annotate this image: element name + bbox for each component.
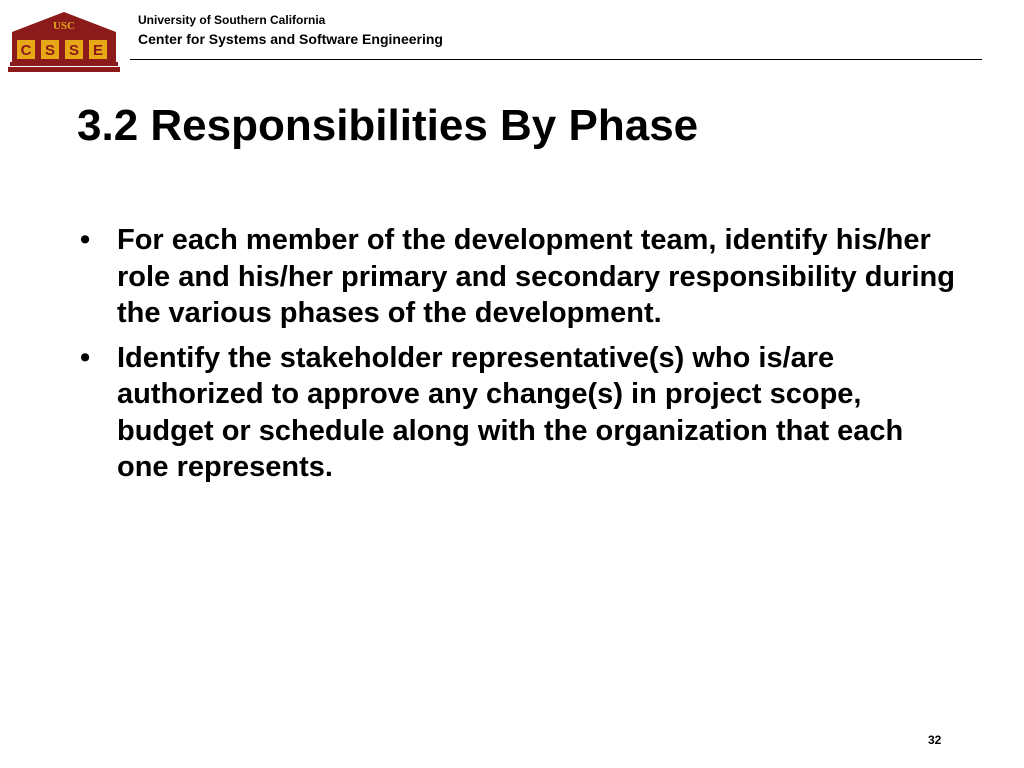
svg-text:E: E bbox=[92, 42, 104, 59]
slide-title: 3.2 Responsibilities By Phase bbox=[77, 101, 699, 150]
header-divider bbox=[130, 59, 982, 60]
svg-text:USC: USC bbox=[52, 20, 76, 32]
page-number: 32 bbox=[928, 733, 942, 747]
bullet-text: Identify the stakeholder representative(s) who is/are authorized to approve any change(s) in project scope, budget or schedule along with the organization that each one represents. bbox=[117, 341, 904, 483]
svg-text:C: C bbox=[20, 42, 32, 59]
bullet-marker: • bbox=[80, 224, 91, 256]
bullet-marker: • bbox=[80, 341, 91, 374]
center-name: Center for Systems and Software Engineering bbox=[138, 31, 443, 47]
bullet-item bbox=[77, 222, 957, 332]
bullet-list bbox=[77, 222, 957, 494]
bullet-item bbox=[77, 340, 957, 486]
university-name: University of Southern California bbox=[138, 13, 326, 27]
usc-csse-logo-icon bbox=[8, 10, 120, 74]
svg-text:S: S bbox=[68, 42, 80, 59]
bullet-text: For each member of the development team, identify his/her role and his/her primary and secondary responsibility during the various phases of the development. bbox=[117, 224, 955, 329]
header-text bbox=[138, 14, 443, 46]
svg-text:S: S bbox=[44, 42, 56, 59]
